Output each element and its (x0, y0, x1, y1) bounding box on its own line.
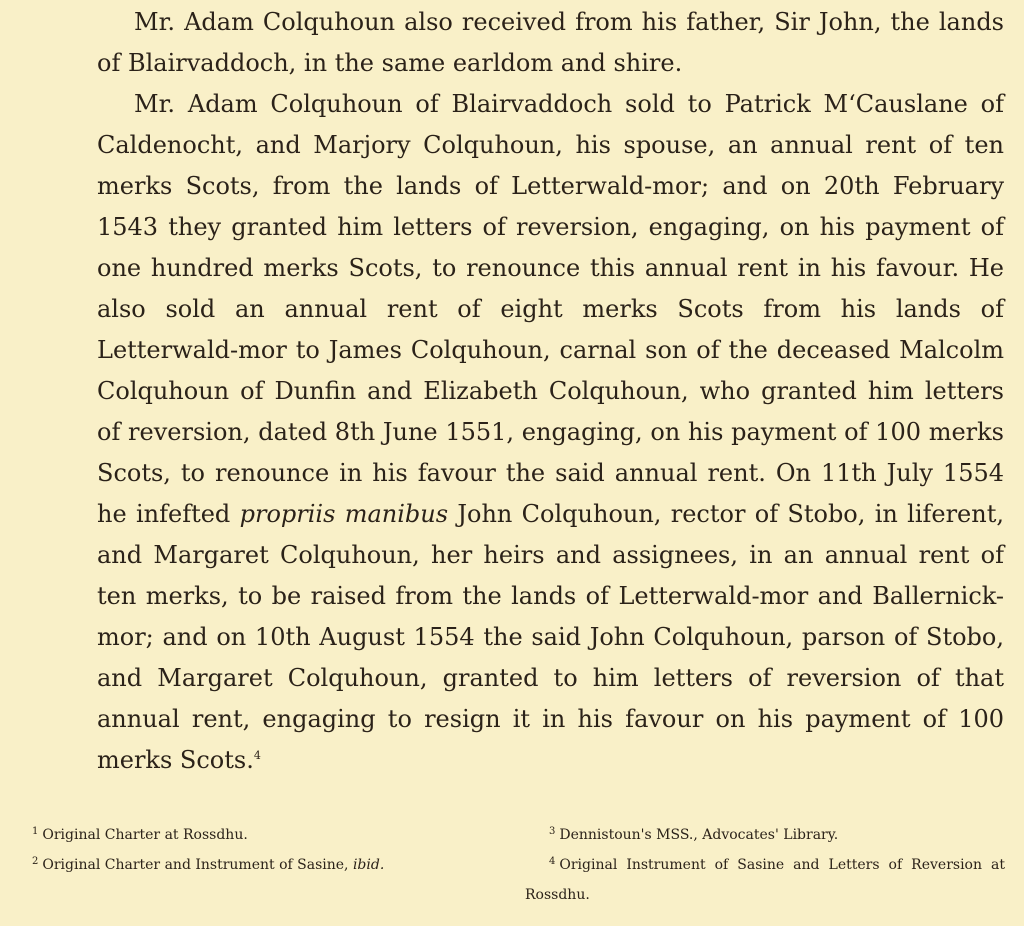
paragraph-2-text-b: John Colquhoun, rector of Stobo, in liferent, and Margaret Colquhoun, her heirs and assignees, in an annual rent of ten merks, to be raised from the lands of Letterwald-mor and Ballernick-mor; and on 10th August 1554 the said John Colquhoun, parson of Stobo, and Margaret Colquhoun, granted to him letters of reversion of that annual rent, engaging to resign it in his favour on his payment of 100 merks Scots. (97, 500, 1004, 774)
footnote-1-text: Original Charter at Rossdhu. (42, 827, 248, 843)
footnote-1-number: 1 (32, 826, 39, 837)
footnote-2-text: Original Charter and Instrument of Sasine, (42, 857, 353, 873)
paragraph-2-text-a: Mr. Adam Colquhoun of Blairvaddoch sold to Patrick M‘Causlane of Caldenocht, and Marjory Colquhoun, his spouse, an annual rent of ten merks Scots, from the lands of Letterwald-mor; and on 20th February 1543 they granted him letters of reversion, engaging, on his payment of one hundred merks Scots, to renounce this annual rent in his favour. He also sold an annual rent of eight merks Scots from his lands of Letterwald-mor to James Colquhoun, carnal son of the deceased Malcolm Colquhoun of Dunfin and Elizabeth Colquhoun, who granted him letters of reversion, dated 8th June 1551, engaging, on his payment of 100 merks Scots, to renounce in his favour the said annual rent. On 11th July 1554 he infefted (97, 90, 1004, 528)
footnote-marker-4: 4 (253, 749, 261, 762)
footnote-4-text: Original Instrument of Sasine and Letters of Reversion at Rossdhu. (525, 857, 1005, 903)
footnote-2-italic: ibid. (352, 857, 385, 873)
footnote-3-number: 3 (549, 826, 556, 837)
footnote-2 (8, 850, 488, 880)
paragraph-1 (97, 2, 1004, 84)
footnotes-left-column (8, 820, 488, 880)
paragraph-2-italic: propriis manibus (239, 500, 449, 528)
footnotes-right-column (525, 820, 1005, 910)
paragraph-2 (97, 84, 1004, 781)
main-text-block (97, 2, 1004, 781)
paragraph-1-text: Mr. Adam Colquhoun also received from his father, Sir John, the lands of Blairvaddoch, in the same earldom and shire. (97, 8, 1004, 77)
footnote-2-number: 2 (32, 856, 39, 867)
footnote-4-number: 4 (549, 856, 556, 867)
footnote-4 (525, 850, 1005, 910)
footnote-3 (525, 820, 1005, 850)
footnote-1 (8, 820, 488, 850)
footnote-3-text: Dennistoun's MSS., Advocates' Library. (559, 827, 839, 843)
